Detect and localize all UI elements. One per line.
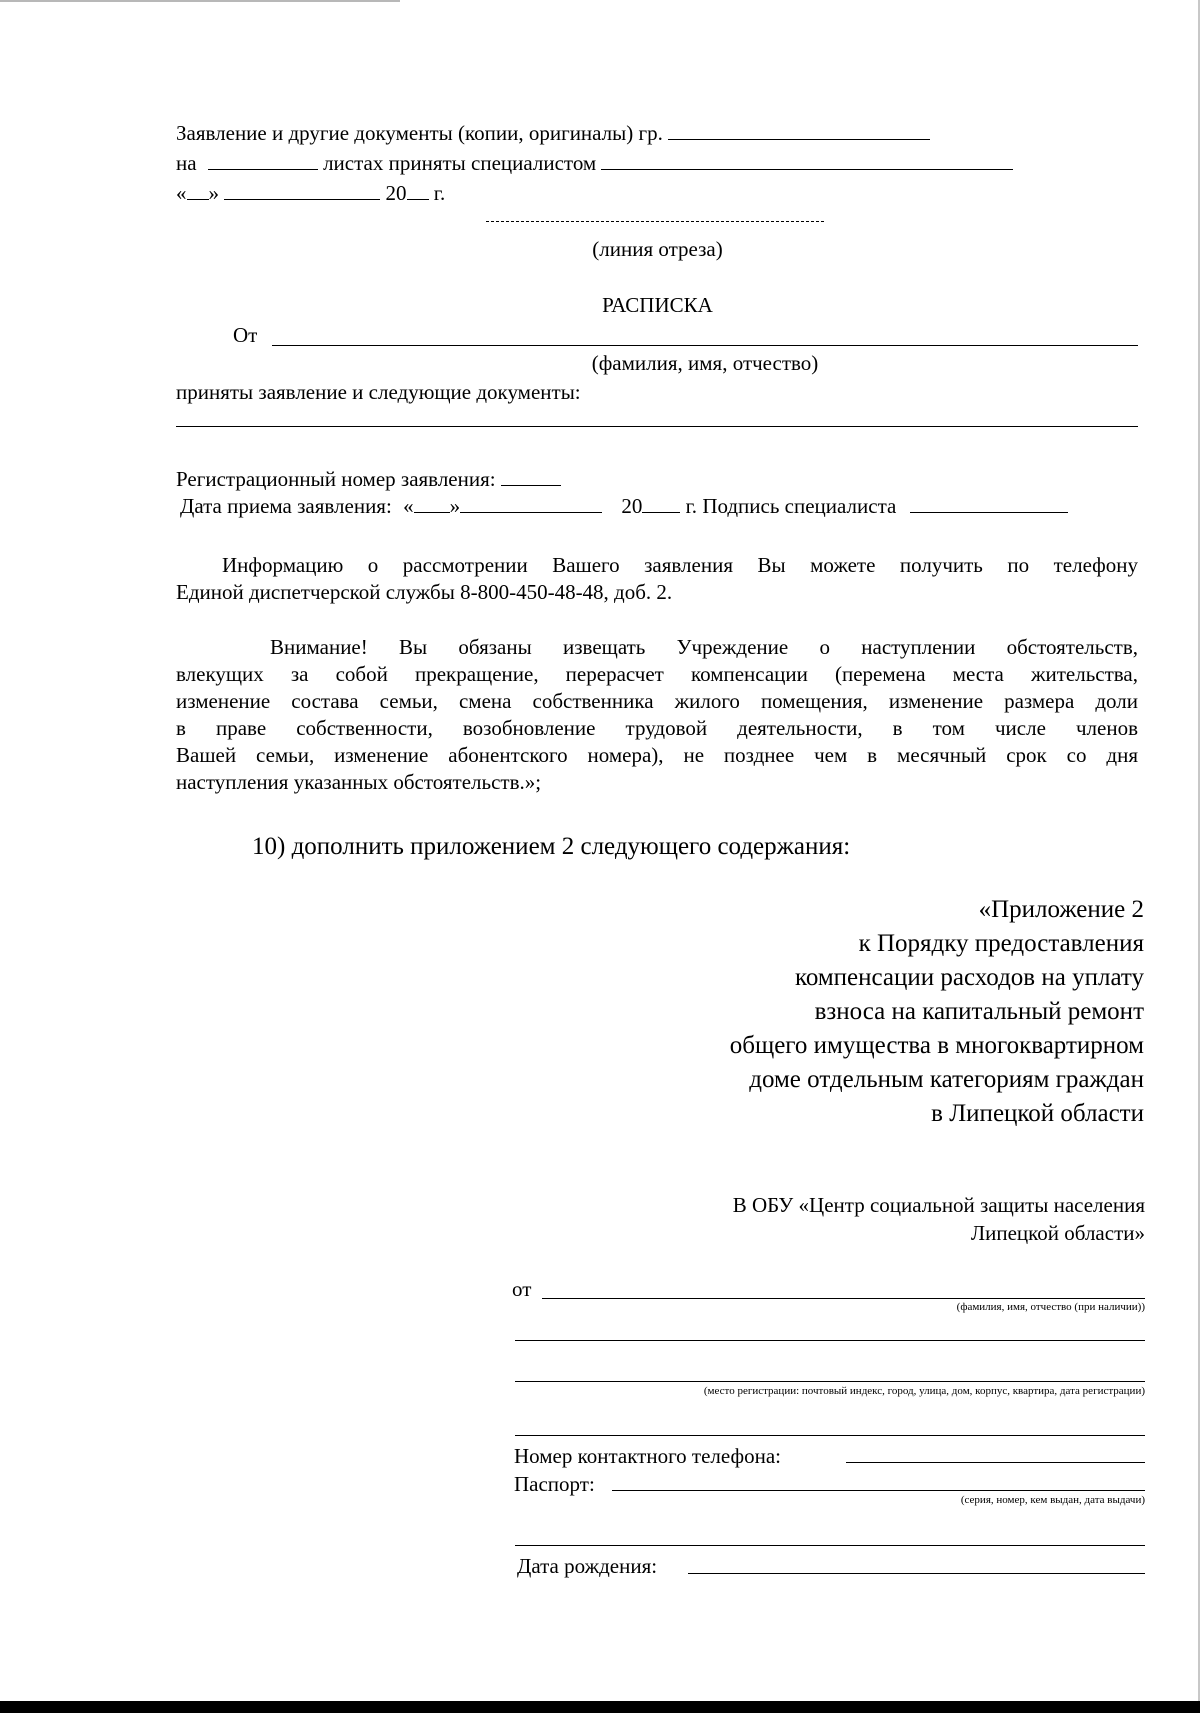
- accepted-documents-label: приняты заявление и следующие документы:: [176, 380, 581, 404]
- date-day-blank: [414, 494, 450, 513]
- phone-line: [846, 1462, 1145, 1463]
- year-suffix: г.: [433, 181, 446, 205]
- date-year-suffix: г.: [685, 494, 698, 518]
- receipt-line-2-pre: на: [176, 151, 197, 175]
- day-blank: [187, 181, 209, 200]
- date-year-blank: [642, 494, 680, 513]
- phone-label: Номер контактного телефона:: [514, 1444, 781, 1468]
- appendix-line-2: к Порядку предоставления: [858, 930, 1144, 957]
- appendix-line-4: взноса на капитальный ремонт: [814, 998, 1144, 1025]
- documents-list-line: [176, 426, 1138, 427]
- applicant-from-label: от: [512, 1277, 532, 1301]
- appendix-line-6: доме отдельным категориям граждан: [749, 1066, 1144, 1093]
- date-received-label: Дата приема заявления:: [180, 494, 392, 518]
- warning-line-2: влекущих за собой прекращение, перерасчет компенсации (перемена места жительства,: [176, 662, 1138, 686]
- warning-line-1: Внимание! Вы обязаны извещать Учреждение о наступлении обстоятельств,: [270, 635, 1138, 659]
- raspiska-fio-line: [272, 345, 1138, 346]
- applicant-fio-caption: (фамилия, имя, отчество (при наличии)): [956, 1301, 1145, 1313]
- receipt-line-1-text: Заявление и другие документы (копии, оригиналы) гр.: [176, 121, 663, 145]
- raspiska-from-label: От: [233, 323, 258, 347]
- applicant-fio-line-2: [515, 1340, 1145, 1341]
- item-10-text: 10) дополнить приложением 2 следующего содержания:: [252, 833, 851, 860]
- address-line-1: [515, 1381, 1145, 1382]
- specialist-signature-blank: [910, 494, 1068, 513]
- month-blank: [224, 181, 380, 200]
- address-line-2: [515, 1435, 1145, 1436]
- receipt-line-3: [176, 180, 445, 206]
- appendix-line-1: «Приложение 2: [978, 896, 1144, 923]
- cut-line-label: (линия отреза): [592, 237, 723, 261]
- receipt-line-2: [176, 150, 1013, 176]
- warning-line-5: Вашей семьи, изменение абонентского номера), не позднее чем в месячный срок со дня: [176, 743, 1138, 767]
- applicant-fio-line: [542, 1298, 1145, 1299]
- specialist-name-blank: [601, 151, 1013, 170]
- date-year-prefix: 20: [621, 494, 643, 518]
- cut-line: [486, 221, 824, 222]
- passport-label: Паспорт:: [514, 1472, 595, 1496]
- date-open-quote-2: «: [403, 494, 414, 518]
- scan-edge-bottom: [0, 1701, 1200, 1713]
- reg-number-label: Регистрационный номер заявления:: [176, 467, 496, 491]
- passport-line-2: [515, 1545, 1145, 1546]
- date-open-quote: «: [176, 181, 187, 205]
- info-line-2: Единой диспетчерской службы 8-800-450-48-48, доб. 2.: [176, 580, 673, 604]
- addressee-line-2: Липецкой области»: [970, 1221, 1145, 1245]
- warning-line-4: в праве собственности, возобновление трудовой деятельности, в том числе членов: [176, 716, 1138, 740]
- birth-date-label: Дата рождения:: [517, 1554, 658, 1578]
- date-signature-row: [180, 493, 1068, 519]
- passport-caption: (серия, номер, кем выдан, дата выдачи): [960, 1494, 1145, 1506]
- specialist-signature-label: Подпись специалиста: [702, 494, 897, 518]
- date-month-blank: [460, 494, 602, 513]
- passport-line: [612, 1490, 1145, 1491]
- addressee-line-1: В ОБУ «Центр социальной защиты населения: [732, 1193, 1145, 1217]
- reg-number-row: [176, 466, 561, 492]
- appendix-line-5: общего имущества в многоквартирном: [729, 1032, 1144, 1059]
- info-line-1: Информацию о рассмотрении Вашего заявления Вы можете получить по телефону: [222, 553, 1138, 577]
- sheets-count-blank: [208, 151, 318, 170]
- date-close-quote-2: »: [449, 494, 461, 518]
- address-caption: (место регистрации: почтовый индекс, город, улица, дом, корпус, квартира, дата регистрации): [703, 1385, 1145, 1397]
- citizen-name-blank: [668, 121, 930, 140]
- scan-edge-top: [0, 0, 400, 2]
- birth-date-line: [688, 1573, 1145, 1574]
- appendix-line-7: в Липецкой области: [931, 1100, 1144, 1127]
- warning-line-3: изменение состава семьи, смена собственника жилого помещения, изменение размера доли: [176, 689, 1138, 713]
- date-close-quote: »: [208, 181, 219, 205]
- year-prefix: 20: [385, 181, 407, 205]
- appendix-line-3: компенсации расходов на уплату: [794, 964, 1144, 991]
- year-blank: [407, 181, 429, 200]
- raspiska-fio-caption: (фамилия, имя, отчество): [591, 351, 819, 375]
- reg-number-blank: [501, 467, 561, 486]
- raspiska-title: РАСПИСКА: [602, 293, 713, 317]
- receipt-line-1: [176, 120, 930, 146]
- warning-line-6: наступления указанных обстоятельств.»;: [176, 770, 542, 794]
- receipt-line-2-post: листах приняты специалистом: [323, 151, 597, 175]
